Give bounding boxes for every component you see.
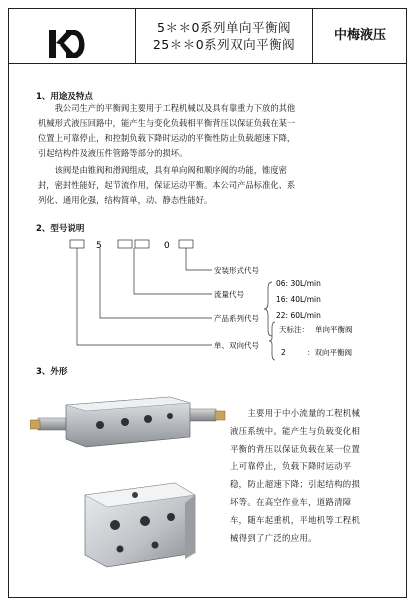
flow-option: 06: 30L/min [276,279,321,288]
para1-line: 我公司生产的平衡阀主要用于工程机械以及具有靠重力下放的其他 [54,103,296,113]
title-line-2: 25＊＊0系列双向平衡阀 [152,37,296,52]
desc-line: 主要用于中小流量的工程机械 [230,408,361,418]
title-line-1: 5＊＊0系列单向平衡阀 [157,20,291,35]
code-5: 5 [96,241,102,251]
section3-title: 3、外形 [36,367,68,377]
direction-option-key: 天标注： [279,325,309,334]
desc-line: 稳，防止超速下降；引起结构的损 [230,479,361,490]
label-direction: 单、双向代号 [214,341,259,350]
section1-title: 1、用途及特点 [36,92,93,102]
desc-line: 械得到了广泛的应用。 [230,532,317,543]
label-mount: 安装形式代号 [214,266,259,275]
single-balance-valve-image [75,475,205,575]
dual-balance-valve-image [30,385,230,460]
para1-line: 位置上可靠停止，和控制负载下降时运动的平衡性防止负载超速下降， [38,133,296,143]
flow-option: 22: 60L/min [276,311,321,320]
para2-line: 该阀是由锥阀和滑阀组成，具有单向阀和顺序阀的功能，锥度密 [54,165,287,175]
direction-option-key: 2 [281,348,286,357]
label-flow: 流量代号 [214,290,244,299]
section2-title: 2、型号说明 [36,224,85,234]
desc-line: 上可靠停止，负载下降时运动平 [230,461,352,472]
para2-line: 封，密封性能好，起节流作用，保证运动平衡。本公司产品标准化、系 [38,180,296,190]
desc-line: 平衡的背压以保证负载在某一位置 [230,443,361,454]
direction-option-value: ：双向平衡阀 [307,348,352,357]
code-box-flow-1 [118,240,132,248]
flow-option: 16: 40L/min [276,295,321,304]
direction-option-value: 单向平衡阀 [315,325,353,334]
code-0: 0 [164,241,170,251]
desc-line: 坏等。在高空作业车，道路清障 [230,496,352,507]
code-box-direction [70,240,84,248]
code-box-flow-2 [135,240,149,248]
label-series: 产品系列代号 [214,314,259,323]
brand-name: 中梅液压 [333,28,386,43]
section3-description [230,405,395,547]
para1-line: 引起结构件及液压件管路等部分的损坏。 [38,148,188,158]
desc-line: 液压系统中。能产生与负载变化相 [230,425,361,436]
code-box-mount [179,240,193,248]
para2-line: 列化、通用化强，结构简单，动、静态性能好。 [38,195,213,205]
desc-line: 车，随车起重机，平地机等工程机 [230,514,361,525]
para1-line: 机械形式液压回路中，能产生与变化负载相平衡背压以保证负载在某一 [38,118,296,128]
